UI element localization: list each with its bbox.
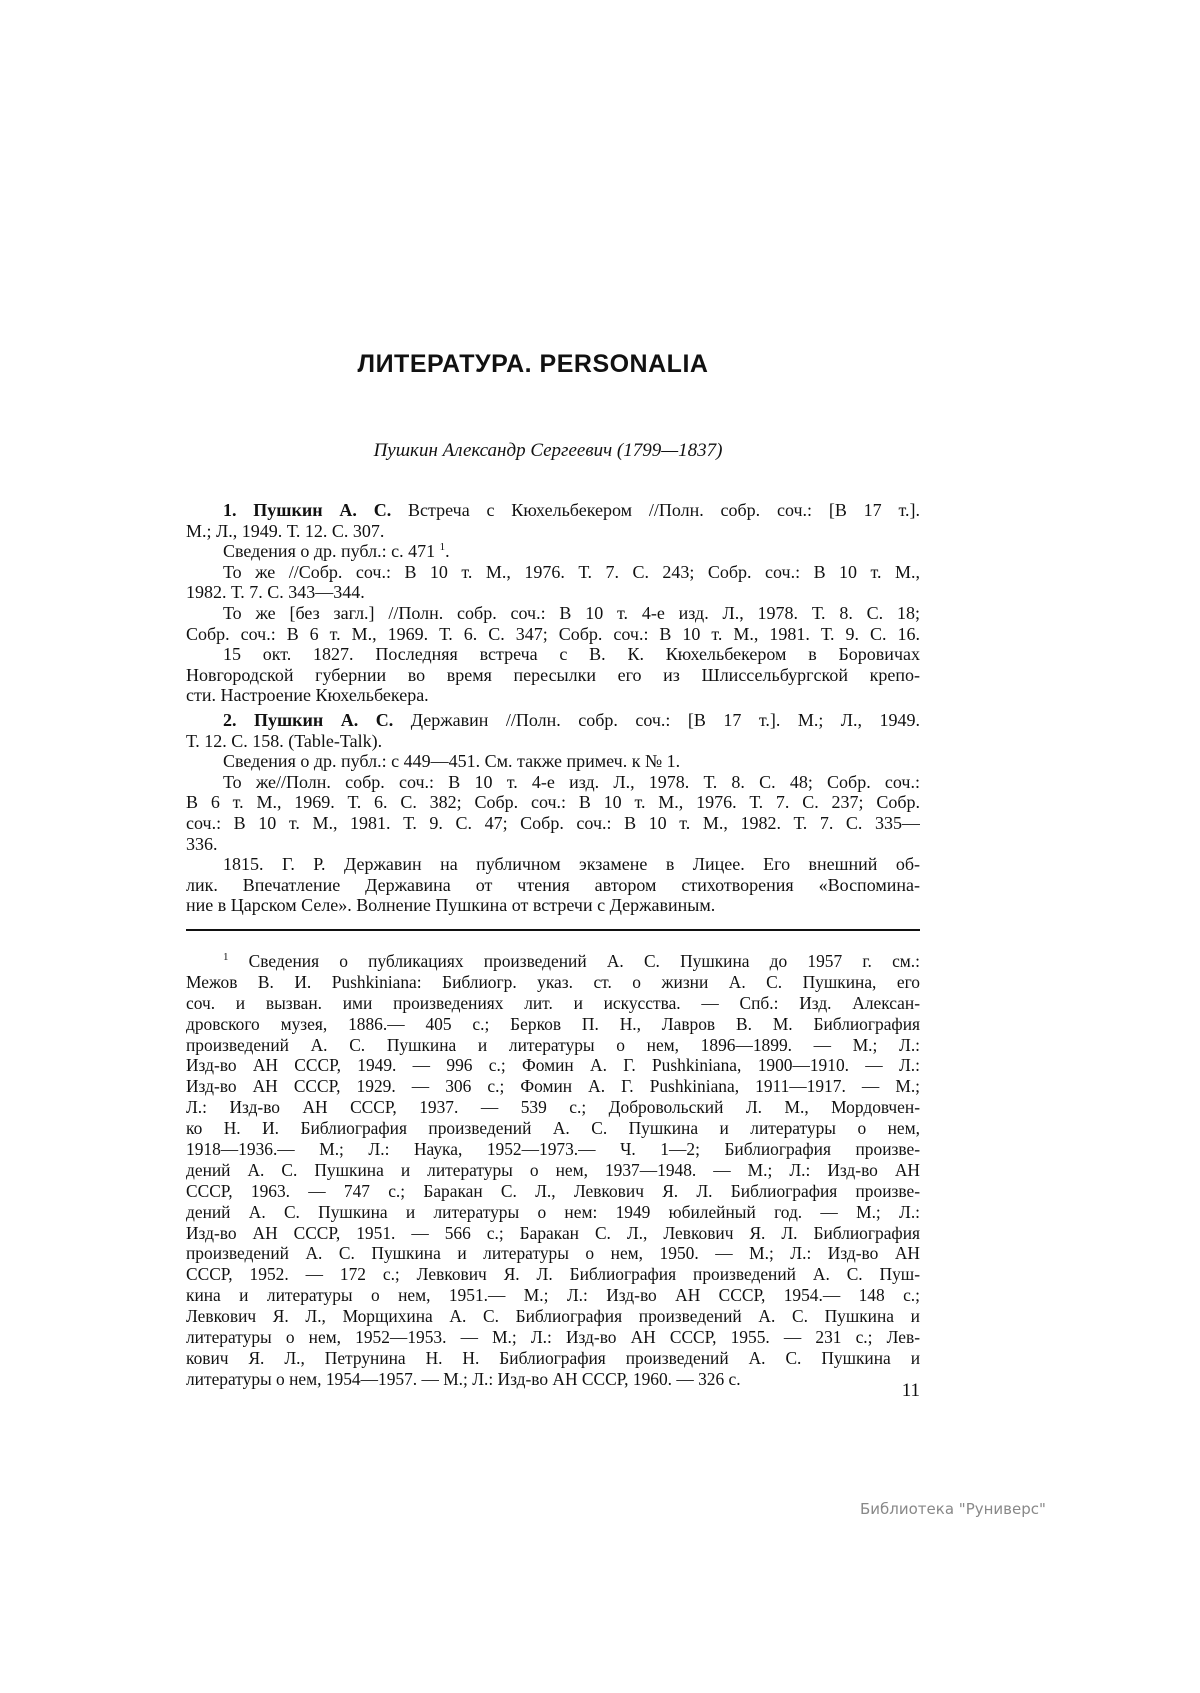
footnote xyxy=(186,951,920,1390)
entry-line: ние в Царском Селе». Волнение Пушкина от встречи с Державиным. xyxy=(186,895,716,916)
entry-line: М.; Л., 1949. Т. 12. С. 307. xyxy=(186,520,385,541)
footnote-line: дений А. С. Пушкина и литературы о нем, 1937—1948. — М.; Л.: Изд-во АН xyxy=(186,1159,920,1180)
footnote-line: СССР, 1952. — 172 с.; Левкович Я. Л. Библиография произведений А. С. Пуш- xyxy=(186,1264,920,1285)
entry-author: 2. Пушкин А. С. xyxy=(223,709,394,730)
entry-line: То же [без загл.] //Полн. собр. соч.: В 10 т. 4-е изд. Л., 1978. Т. 8. С. 18; xyxy=(223,602,920,623)
footnote-ref[interactable]: 1 xyxy=(439,541,446,554)
entry-line: Новгородской губернии во время пересылки его из Шлиссельбургской крепо- xyxy=(186,664,920,685)
entry-1 xyxy=(186,500,920,916)
footnote-line: кина и литературы о нем, 1951.— М.; Л.: Изд-во АН СССР, 1954.— 148 с.; xyxy=(186,1285,920,1306)
entry-line: лик. Впечатление Державина от чтения автором стихотворения «Воспомина- xyxy=(186,874,920,895)
entry-line: соч.: В 10 т. М., 1981. Т. 9. С. 47; Собр. соч.: В 10 т. М., 1982. Т. 7. С. 335— xyxy=(186,812,920,833)
footnote-line: дровского музея, 1886.— 405 с.; Берков П. Н., Лавров В. М. Библиография xyxy=(186,1013,920,1034)
footnote-line: ко Н. И. Библиография произведений А. С. Пушкина и литературы о нем, xyxy=(186,1118,920,1139)
footnote-line: Изд-во АН СССР, 1949. — 996 с.; Фомин А. Г. Pushkiniana, 1900—1910. — Л.: xyxy=(186,1055,920,1076)
entry-line: 1815. Г. Р. Державин на публичном экзамене в Лицее. Его внешний об- xyxy=(223,854,920,875)
footnote-mark: 1 xyxy=(223,951,229,964)
page-title: ЛИТЕРАТУРА. PERSONALIA xyxy=(357,350,709,378)
footnote-line: кович Я. Л., Петрунина Н. Н. Библиография произведений А. С. Пушкина и xyxy=(186,1347,920,1368)
entry-line: Сведения о др. публ.: с 449—451. См. также примеч. к № 1. xyxy=(223,751,681,772)
entry-line: 1982. Т. 7. С. 343—344. xyxy=(186,582,365,603)
footnote-line: литературы о нем, 1954—1957. — М.; Л.: Изд-во АН СССР, 1960. — 326 с. xyxy=(186,1368,741,1389)
footnote-line: $^1$ Сведения о публикациях произведений А. С. Пушкина до 1957 г. см.: xyxy=(223,951,920,971)
entry-line: 15 окт. 1827. Последняя встреча с В. К. Кюхельбекером в Боровичах xyxy=(223,644,920,665)
footnote-line: Левкович Я. Л., Морщихина А. С. Библиография произведений А. С. Пушкина и xyxy=(186,1306,920,1327)
entry-line: В 6 т. М., 1969. Т. 6. С. 382; Собр. соч.: В 10 т. М., 1976. Т. 7. С. 237; Собр. xyxy=(186,792,920,813)
entry-line: То же //Собр. соч.: В 10 т. М., 1976. Т. 7. С. 243; Собр. соч.: В 10 т. М., xyxy=(223,561,920,582)
entry-line: Собр. соч.: В 6 т. М., 1969. Т. 6. С. 347; Собр. соч.: В 10 т. М., 1981. Т. 9. С. 16. xyxy=(186,623,920,644)
entry-line: Т. 12. С. 158. (Table-Talk). xyxy=(186,730,383,751)
entry-line: Сведения о др. публ.: с. 471 $^1$. xyxy=(223,541,450,562)
entry-line: 2. Пушкин А. С. Державин //Полн. собр. соч.: [В 17 т.]. М.; Л., 1949. xyxy=(223,709,920,730)
footnote-line: Межов В. И. Pushkiniana: Библиогр. указ. ст. о жизни А. С. Пушкина, его xyxy=(186,971,920,992)
footnote-line: Изд-во АН СССР, 1929. — 306 с.; Фомин А. Г. Pushkiniana, 1911—1917. — М.; xyxy=(186,1076,920,1097)
entry-line: сти. Настроение Кюхельбекера. xyxy=(186,685,429,706)
footnote-line: Л.: Изд-во АН СССР, 1937. — 539 с.; Добровольский Л. М., Мордовчен- xyxy=(186,1097,920,1118)
entry-line: То же//Полн. собр. соч.: В 10 т. 4-е изд. Л., 1978. Т. 8. С. 48; Собр. соч.: xyxy=(223,771,920,792)
watermark: Библиотека "Руниверс" xyxy=(860,1500,1046,1518)
footnote-line: Изд-во АН СССР, 1951. — 566 с.; Баракан С. Л., Левкович Я. Л. Библиография xyxy=(186,1222,920,1243)
entry-line: 1. Пушкин А. С. Встреча с Кюхельбекером //Полн. собр. соч.: [В 17 т.]. xyxy=(223,500,920,520)
footnote-line: дений А. С. Пушкина и литературы о нем: 1949 юбилейный год. — М.; Л.: xyxy=(186,1201,920,1222)
footnote-line: соч. и вызван. ими произведениях лит. и искусства. — Спб.: Изд. Алексан- xyxy=(186,992,920,1013)
footnote-line: произведений А. С. Пушкина и литературы о нем, 1896—1899. — М.; Л.: xyxy=(186,1034,920,1055)
entry-line: 336. xyxy=(186,833,218,854)
page-number: 11 xyxy=(901,1380,920,1401)
footnote-line: 1918—1936.— М.; Л.: Наука, 1952—1973.— Ч. 1—2; Библиография произве- xyxy=(186,1139,920,1160)
section-subtitle: Пушкин Александр Сергеевич (1799—1837) xyxy=(373,440,723,461)
entry-author: 1. Пушкин А. С. xyxy=(223,500,392,520)
footnote-line: произведений А. С. Пушкина и литературы о нем, 1950. — М.; Л.: Изд-во АН xyxy=(186,1243,920,1264)
footnote-line: литературы о нем, 1952—1953. — М.; Л.: Изд-во АН СССР, 1955. — 231 с.; Лев- xyxy=(186,1327,920,1348)
footnote-divider xyxy=(186,929,920,931)
footnote-line: СССР, 1963. — 747 с.; Баракан С. Л., Левкович Я. Л. Библиография произве- xyxy=(186,1180,920,1201)
